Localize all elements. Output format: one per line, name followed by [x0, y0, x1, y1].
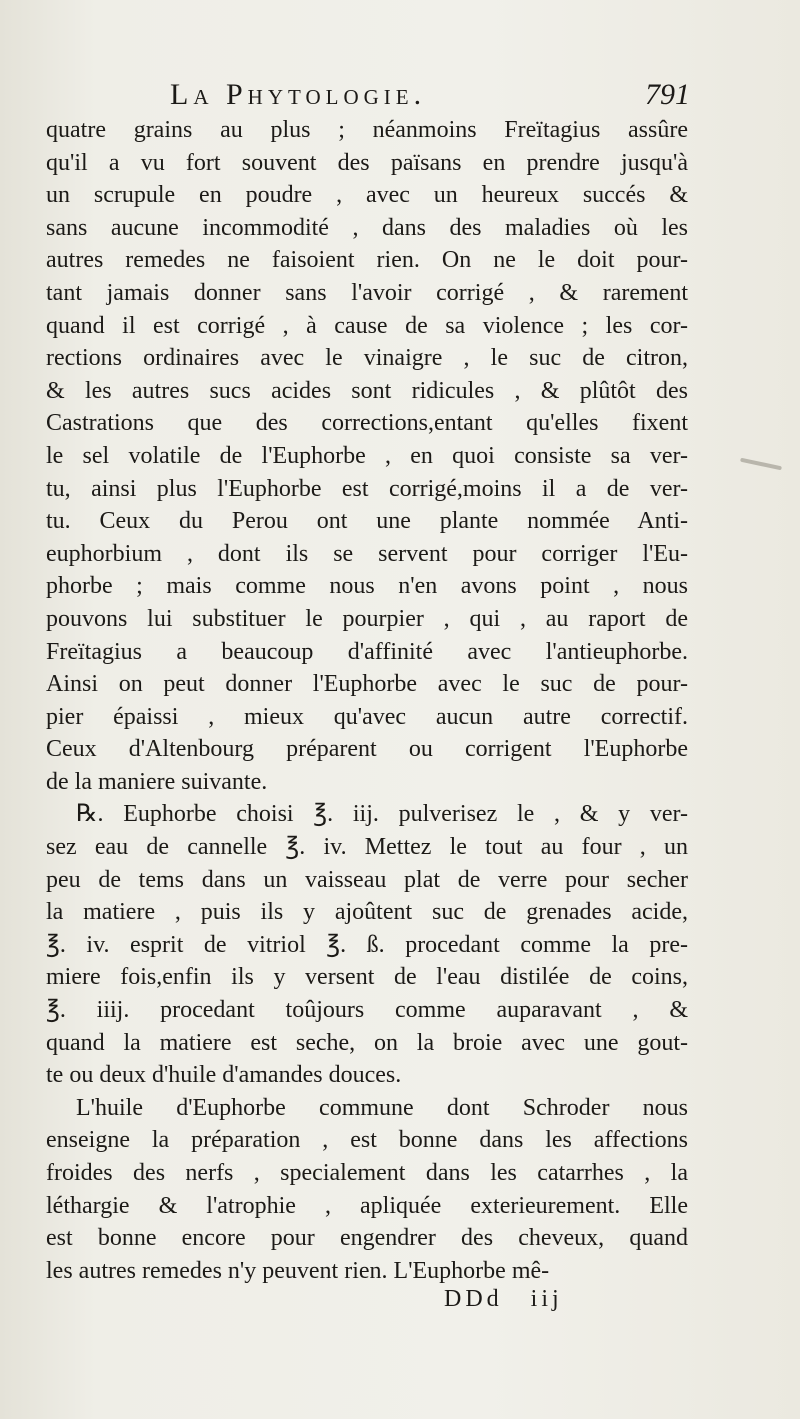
text-line: phorbe ; mais comme nous n'en avons point , nous	[46, 573, 688, 600]
paper-mark	[740, 458, 782, 471]
text-line: L'huile d'Euphorbe commune dont Schroder nous	[76, 1094, 688, 1121]
printer-signature	[444, 1286, 581, 1313]
text-line: Ainsi on peut donner l'Euphorbe avec le suc de pour-	[46, 671, 688, 698]
text-line: pier épaissi , mieux qu'avec aucun autre correctif.	[46, 703, 688, 730]
text-line: sans aucune incommodité , dans des maladies où les	[46, 214, 688, 241]
text-line: est bonne encore pour engendrer des cheveux, quand	[46, 1225, 688, 1252]
text-line: froides des nerfs , specialement dans les catarrhes , la	[46, 1160, 688, 1186]
text-line: la matiere , puis ils y ajoûtent suc de grenades acide,	[46, 899, 688, 926]
body-text	[46, 114, 688, 1287]
text-line: tu, ainsi plus l'Euphorbe est corrigé,moins il a de ver-	[46, 475, 688, 502]
text-line: le sel volatile de l'Euphorbe , en quoi consiste sa ver-	[46, 442, 688, 469]
text-line: Ceux d'Altenbourg préparent ou corrigent l'Euphorbe	[46, 736, 688, 763]
text-line: quand il est corrigé , à cause de sa violence ; les cor-	[46, 312, 688, 339]
text-line: enseigne la préparation , est bonne dans les affections	[46, 1127, 688, 1154]
page-header	[170, 78, 690, 118]
signature-mark: DDd	[444, 1286, 503, 1312]
text-line: euphorbium , dont ils se servent pour corriger l'Eu-	[46, 540, 688, 567]
text-line: autres remedes ne faisoient rien. On ne le doit pour-	[46, 247, 688, 274]
text-line: les autres remedes n'y peuvent rien. L'Euphorbe mê-	[46, 1257, 550, 1284]
text-line: Freïtagius a beaucoup d'affinité avec l'antieuphorbe.	[46, 638, 688, 665]
text-line: rections ordinaires avec le vinaigre , le suc de citron,	[46, 345, 688, 372]
text-line: un scrupule en poudre , avec un heureux succés &	[46, 182, 688, 209]
text-line: peu de tems dans un vaisseau plat de verre pour secher	[46, 866, 688, 893]
text-line: quand la matiere est seche, on la broie avec une gout-	[46, 1029, 688, 1056]
text-line: te ou deux d'huile d'amandes douces.	[46, 1062, 402, 1089]
text-line: tu. Ceux du Perou ont une plante nommée Anti-	[46, 508, 688, 535]
text-line: quatre grains au plus ; néanmoins Freïtagius assûre	[46, 117, 688, 143]
text-line: pouvons lui substituer le pourpier , qui , au raport de	[46, 605, 688, 632]
text-line: qu'il a vu fort souvent des païsans en prendre jusqu'à	[46, 149, 688, 176]
signature-number: iij	[530, 1286, 563, 1312]
text-line: ℥. iv. esprit de vitriol ℥. ß. procedant comme la pre-	[46, 931, 688, 958]
running-head: La Phytologie.	[170, 78, 427, 111]
text-line: de la maniere suivante.	[46, 768, 268, 795]
text-line: tant jamais donner sans l'avoir corrigé , & rarement	[46, 279, 688, 306]
text-line: sez eau de cannelle ℥. iv. Mettez le tout au four , un	[46, 834, 688, 861]
text-line: & les autres sucs acides sont ridicules , & plûtôt des	[46, 377, 688, 404]
text-line: ℞. Euphorbe choisi ℥. iij. pulverisez le , & y ver-	[76, 801, 688, 828]
text-line: ℥. iiij. procedant toûjours comme auparavant , &	[46, 997, 688, 1024]
page-number: 791	[645, 78, 690, 111]
text-line: Castrations que des corrections,entant qu'elles fixent	[46, 410, 688, 437]
text-line: léthargie & l'atrophie , apliquée exterieurement. Elle	[46, 1192, 688, 1219]
text-line: miere fois,enfin ils y versent de l'eau distilée de coins,	[46, 964, 688, 991]
